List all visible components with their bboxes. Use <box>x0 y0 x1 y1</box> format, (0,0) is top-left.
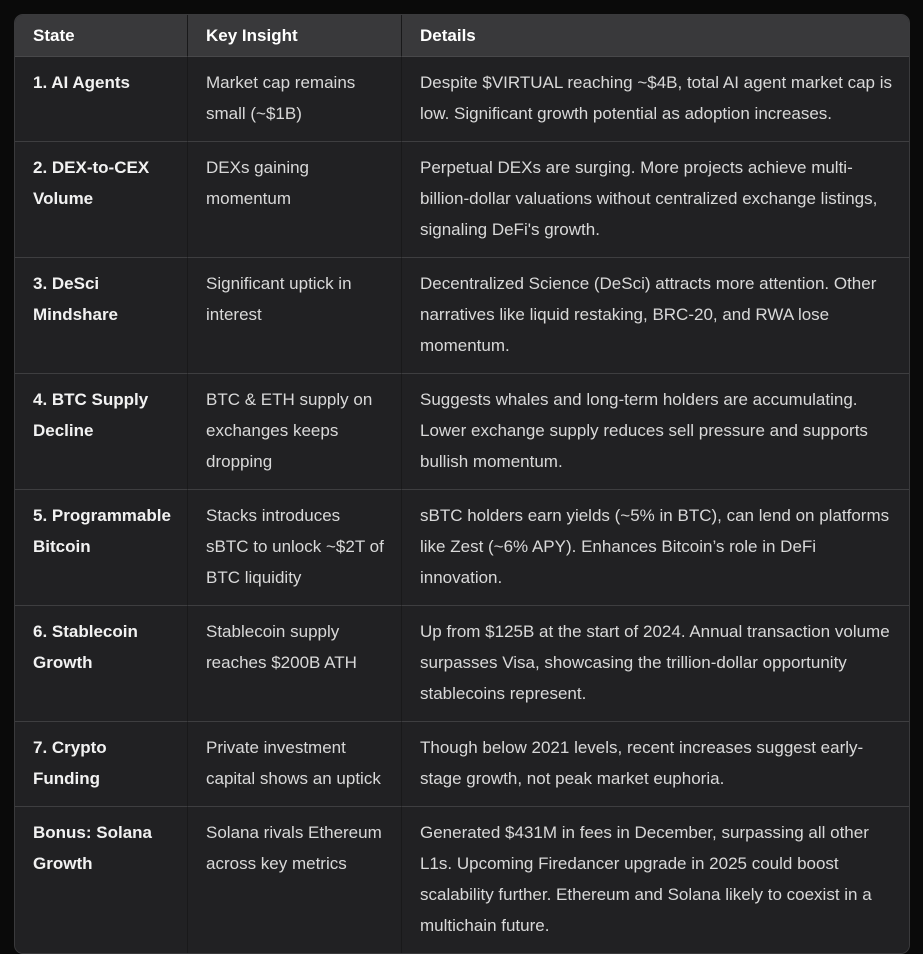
insight-cell: Private investment capital shows an uptick <box>187 722 401 807</box>
state-cell: 4. BTC Supply Decline <box>15 374 187 490</box>
details-cell: sBTC holders earn yields (~5% in BTC), can lend on platforms like Zest (~6% APY). Enhances Bitcoin’s role in DeFi innovation. <box>401 490 909 606</box>
state-cell: 7. Crypto Funding <box>15 722 187 807</box>
state-cell: 3. DeSci Mindshare <box>15 258 187 374</box>
table-header-row <box>15 15 909 57</box>
insight-cell: Stacks introduces sBTC to unlock ~$2T of BTC liquidity <box>187 490 401 606</box>
column-header-state: State <box>15 15 187 57</box>
state-cell: 2. DEX-to-CEX Volume <box>15 142 187 258</box>
details-cell: Perpetual DEXs are surging. More projects achieve multi-billion-dollar valuations without centralized exchange listings, signaling DeFi's growth. <box>401 142 909 258</box>
insight-cell: BTC & ETH supply on exchanges keeps dropping <box>187 374 401 490</box>
state-cell: Bonus: Solana Growth <box>15 807 187 953</box>
table-row <box>15 374 909 490</box>
table-row <box>15 606 909 722</box>
insight-cell: Significant uptick in interest <box>187 258 401 374</box>
insight-cell: DEXs gaining momentum <box>187 142 401 258</box>
table-row <box>15 142 909 258</box>
state-cell: 6. Stablecoin Growth <box>15 606 187 722</box>
details-cell: Generated $431M in fees in December, surpassing all other L1s. Upcoming Firedancer upgrade in 2025 could boost scalability further. Ethereum and Solana likely to coexist in a multichain future. <box>401 807 909 953</box>
details-cell: Up from $125B at the start of 2024. Annual transaction volume surpasses Visa, showcasing the trillion-dollar opportunity stablecoins represent. <box>401 606 909 722</box>
state-cell: 1. AI Agents <box>15 57 187 142</box>
column-header-details: Details <box>401 15 909 57</box>
table-row <box>15 807 909 953</box>
insight-cell: Stablecoin supply reaches $200B ATH <box>187 606 401 722</box>
details-cell: Decentralized Science (DeSci) attracts more attention. Other narratives like liquid restaking, BRC-20, and RWA lose momentum. <box>401 258 909 374</box>
insight-cell: Market cap remains small (~$1B) <box>187 57 401 142</box>
details-cell: Despite $VIRTUAL reaching ~$4B, total AI agent market cap is low. Significant growth potential as adoption increases. <box>401 57 909 142</box>
crypto-insights-table <box>14 14 910 954</box>
state-cell: 5. Programmable Bitcoin <box>15 490 187 606</box>
insight-cell: Solana rivals Ethereum across key metrics <box>187 807 401 953</box>
details-cell: Though below 2021 levels, recent increases suggest early-stage growth, not peak market euphoria. <box>401 722 909 807</box>
details-cell: Suggests whales and long-term holders are accumulating. Lower exchange supply reduces sell pressure and supports bullish momentum. <box>401 374 909 490</box>
table-row <box>15 490 909 606</box>
table-row <box>15 57 909 142</box>
table-row <box>15 258 909 374</box>
table-row <box>15 722 909 807</box>
column-header-insight: Key Insight <box>187 15 401 57</box>
